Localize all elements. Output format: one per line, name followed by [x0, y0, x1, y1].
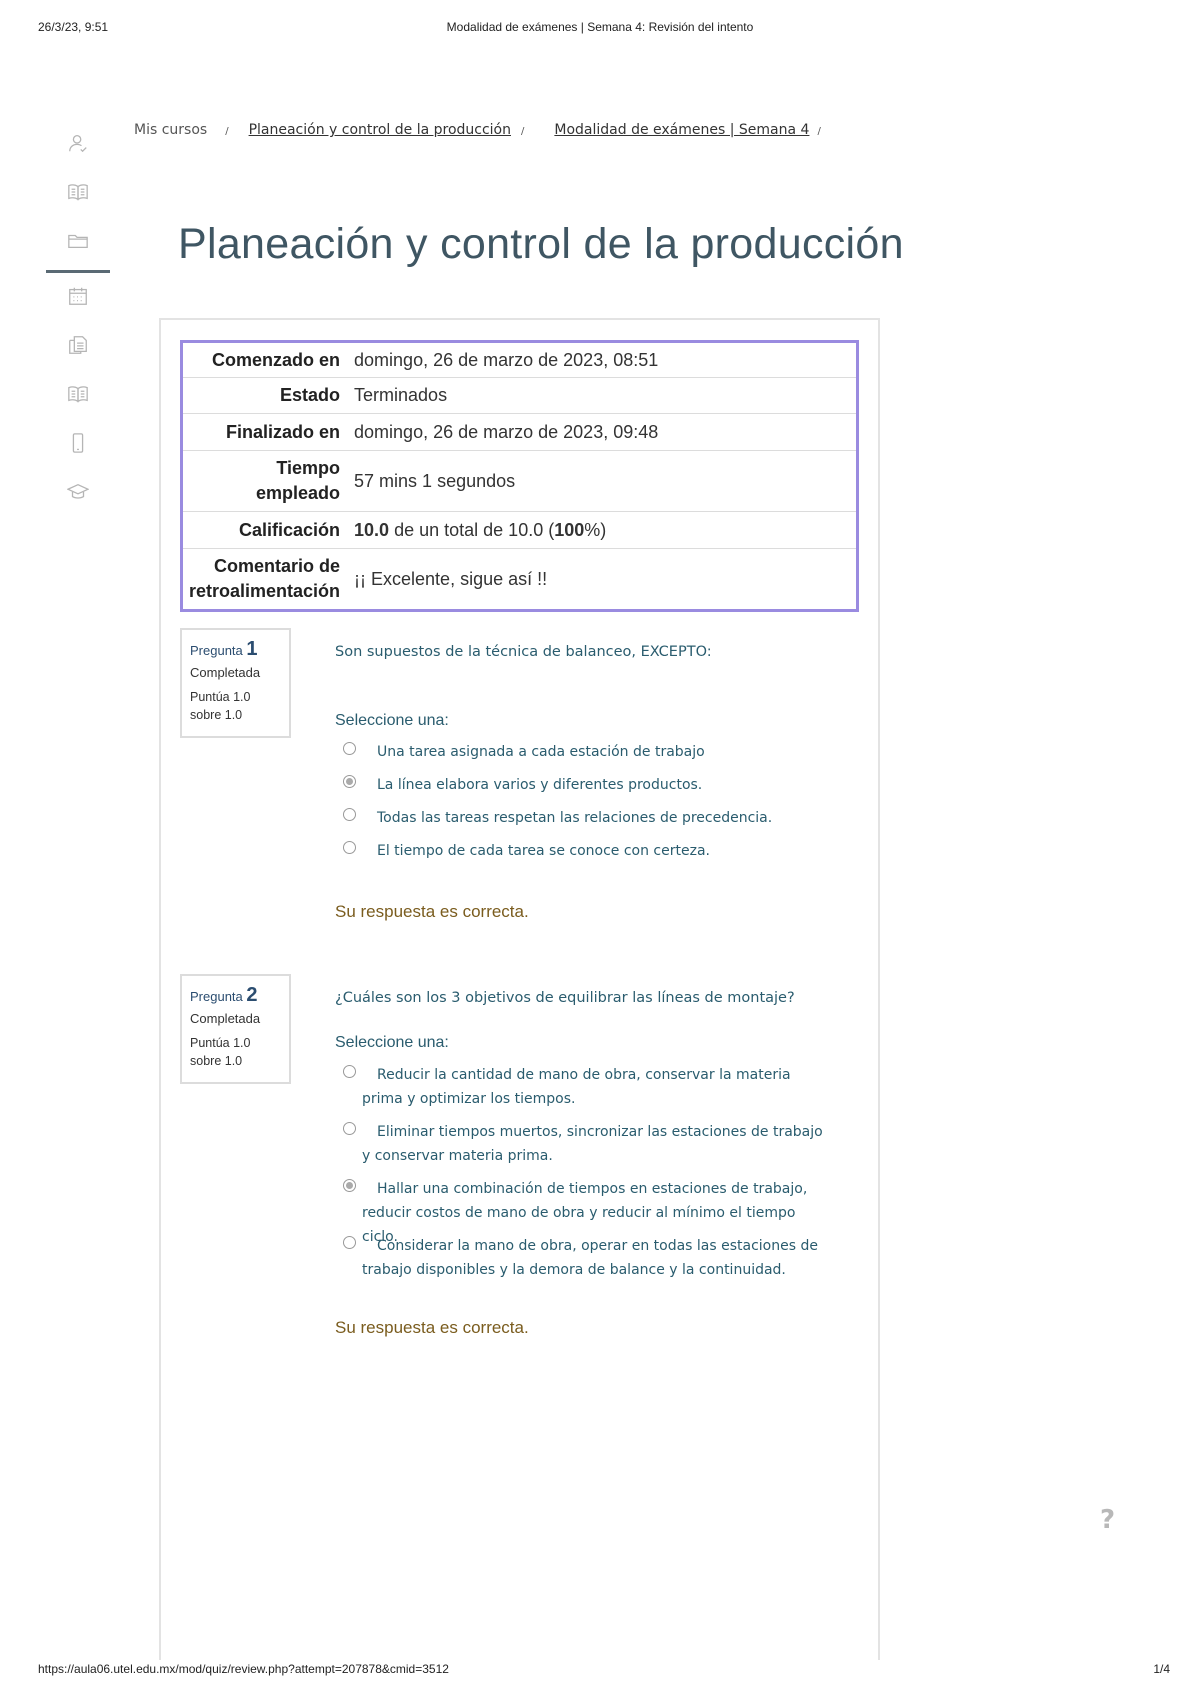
- print-page-title: Modalidad de exámenes | Semana 4: Revisión del intento: [446, 20, 754, 34]
- question-number: 2: [246, 984, 258, 1006]
- summary-value: domingo, 26 de marzo de 2023, 08:51: [354, 349, 659, 370]
- attempt-summary-table: [180, 340, 859, 612]
- select-one-prompt: Seleccione una:: [335, 712, 449, 729]
- grade-value: 10.0: [354, 519, 390, 540]
- summary-label: Tiempo empleado: [182, 451, 353, 512]
- answer-option[interactable]: [343, 1120, 823, 1168]
- breadcrumb-mis-cursos[interactable]: Mis cursos: [134, 122, 208, 138]
- grade-total: de un total de 10.0 (: [394, 519, 555, 540]
- question-number: 1: [246, 638, 258, 660]
- radio-button-selected[interactable]: [343, 775, 356, 788]
- question-grade: Puntúa 1.0 sobre 1.0: [190, 1036, 251, 1068]
- radio-button[interactable]: [343, 808, 356, 821]
- answer-option-text: Todas las tareas respetan las relaciones de precedencia.: [377, 810, 773, 826]
- documents-icon[interactable]: [46, 327, 110, 363]
- radio-button[interactable]: [343, 1065, 356, 1078]
- radio-button-selected[interactable]: [343, 1179, 356, 1192]
- book-icon[interactable]: [46, 174, 110, 210]
- print-page-counter: 1/4: [1153, 1662, 1170, 1676]
- question-label: Pregunta: [190, 643, 243, 658]
- question-state: Completada: [190, 1011, 261, 1026]
- summary-row-finished: [182, 414, 858, 451]
- calendar-icon[interactable]: [46, 278, 110, 314]
- print-url: https://aula06.utel.edu.mx/mod/quiz/review.php?attempt=207878&cmid=3512: [38, 1662, 449, 1676]
- select-one-prompt: Seleccione una:: [335, 1034, 449, 1051]
- answer-feedback: Su respuesta es correcta.: [335, 902, 529, 921]
- summary-label: Comenzado en: [212, 349, 341, 370]
- answer-option[interactable]: [343, 806, 772, 830]
- question-text: ¿Cuáles son los 3 objetivos de equilibrar las líneas de montaje?: [335, 990, 795, 1006]
- summary-value: Terminados: [352, 378, 857, 414]
- mobile-icon[interactable]: [46, 425, 110, 461]
- summary-label: Comentario de retroalimentación: [182, 549, 353, 611]
- radio-button[interactable]: [343, 742, 356, 755]
- print-datetime: 26/3/23, 9:51: [38, 20, 109, 34]
- page-title: Planeación y control de la producción: [178, 220, 904, 268]
- answer-option-text: Hallar una combinación de tiempos en estaciones de trabajo, reducir costos de mano de obra y reducir al mínimo el tiempo ciclo.: [362, 1181, 808, 1245]
- summary-row-time-taken: [182, 451, 858, 512]
- active-nav-indicator: [46, 270, 110, 273]
- answer-option[interactable]: [343, 1234, 823, 1282]
- folder-icon[interactable]: [46, 223, 110, 259]
- summary-row-feedback: [182, 549, 858, 611]
- help-icon[interactable]: ?: [1100, 1505, 1116, 1535]
- summary-label: Finalizado en: [182, 414, 353, 451]
- answer-option-selected[interactable]: [343, 773, 702, 797]
- radio-button[interactable]: [343, 1236, 356, 1249]
- answer-feedback: Su respuesta es correcta.: [335, 1318, 529, 1337]
- grade-percent: 100: [554, 519, 585, 540]
- summary-row-grade: [182, 512, 858, 549]
- breadcrumb: [134, 122, 821, 138]
- answer-option-text: Considerar la mano de obra, operar en todas las estaciones de trabajo disponibles y la demora de balance y la continuidad.: [362, 1238, 818, 1278]
- answer-option-text: Eliminar tiempos muertos, sincronizar las estaciones de trabajo y conservar materia prima.: [362, 1124, 823, 1164]
- summary-label: Estado: [182, 378, 353, 414]
- summary-value: 57 mins 1 segundos: [352, 451, 857, 512]
- breadcrumb-separator: /: [225, 126, 229, 137]
- question-info-box: [180, 628, 291, 738]
- summary-row-started: [182, 342, 858, 378]
- breadcrumb-separator: /: [521, 126, 525, 137]
- summary-label: Calificación: [182, 512, 353, 549]
- answer-option[interactable]: [343, 839, 710, 863]
- book-icon[interactable]: [46, 376, 110, 412]
- question-info-box: [180, 974, 291, 1084]
- answer-option-text: La línea elabora varios y diferentes productos.: [377, 777, 703, 793]
- question-label: Pregunta: [190, 989, 243, 1004]
- breadcrumb-separator: /: [817, 126, 821, 137]
- answer-option-text: Una tarea asignada a cada estación de trabajo: [377, 744, 705, 760]
- graduation-cap-icon[interactable]: [46, 474, 110, 510]
- summary-row-state: [182, 378, 858, 414]
- answer-option-text: Reducir la cantidad de mano de obra, conservar la materia prima y optimizar los tiempos.: [362, 1067, 791, 1107]
- breadcrumb-course-link[interactable]: Planeación y control de la producción: [248, 122, 511, 138]
- radio-button[interactable]: [343, 1122, 356, 1135]
- answer-option-text: El tiempo de cada tarea se conoce con certeza.: [377, 843, 710, 859]
- user-icon[interactable]: [46, 125, 110, 161]
- question-text: Son supuestos de la técnica de balanceo, EXCEPTO:: [335, 644, 712, 660]
- summary-value: ¡¡ Excelente, sigue así !!: [352, 549, 857, 611]
- summary-value: [352, 512, 857, 549]
- radio-button[interactable]: [343, 841, 356, 854]
- grade-percent-suffix: %): [584, 519, 607, 540]
- answer-option[interactable]: [343, 740, 705, 764]
- summary-value: domingo, 26 de marzo de 2023, 09:48: [352, 414, 857, 451]
- answer-option[interactable]: [343, 1063, 823, 1111]
- question-grade: Puntúa 1.0 sobre 1.0: [190, 690, 251, 722]
- question-state: Completada: [190, 665, 261, 680]
- breadcrumb-quiz-link[interactable]: Modalidad de exámenes | Semana 4: [554, 122, 810, 138]
